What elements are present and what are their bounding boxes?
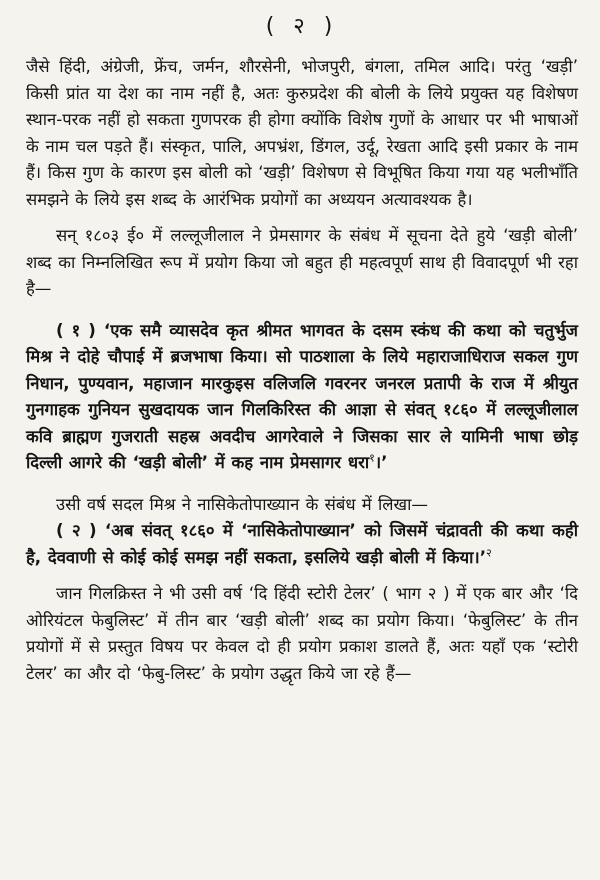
footnote-marker-1: १ [369,451,375,465]
paragraph-sadal-mishra: उसी वर्ष सदल मिश्र ने नासिकेतोपाख्यान के संबंध में लिखा— [56,494,429,514]
footnote-marker-2: २ [486,545,492,559]
quote-1-text: ( १ ) ‘एक समै व्यासदेव कृत श्रीमत भागवत के दसम स्कंध की कथा को चतुर्भुज मिश्र ने दोहे चौपाई में ब्रजभाषा किया। सो पाठशाला के लिये महाराजाधिराज सकल गुण निधान, पुण्यवान, महाजान मारकुइस वलिजलि गवरनर जनरल प्रतापी के राज में श्रीयुत गुनगाहक गुनियन सुखदायक जान गिलकिरिस्त की आज्ञा से संवत् १८६० में लल्लूजीलाल कवि ब्राह्मण गुजराती सहस्र अवदीच आगरेवाले ने जिसका सार ले यामिनी भाषा छोड़ दिल्ली आगरे की ‘खड़ी बोली’ में कह नाम प्रेमसागर धरा [26,320,578,472]
paragraph-intro: जैसे हिंदी, अंग्रेजी, फ्रेंच, जर्मन, शौरसेनी, भोजपुरी, बंगला, तमिल आदि। परंतु ‘खड़ी’ किसी प्रांत या देश का नाम नहीं है, अतः कुरुप्रदेश की बोली के लिये प्रयुक्त यह विशेषण स्थान-परक नहीं हो सकता गुणपरक ही होगा क्योंकि विशेष गुणों के आधार पर भी भाषाओं के नाम चल पड़ते हैं। संस्कृत, पालि, अपभ्रंश, डिंगल, उर्दू, रेखता आदि इसी प्रकार के नाम हैं। किस गुण के कारण इस बोली को ‘खड़ी’ विशेषण से विभूषित किया गया यह भलीभाँति समझने के लिये इस शब्द के आरंभिक प्रयोगों का अध्ययन अत्यावश्यक है। [26,57,578,209]
paragraph-gilchrist: जान गिलक्रिस्त ने भी उसी वर्ष ‘दि हिंदी स्टोरी टेलर’ ( भाग २ ) में एक बार और ‘दि ओरियंटल फेबुलिस्ट’ में तीन बार ‘खड़ी बोली’ शब्द का प्रयोग किया। ‘फेबुलिस्ट’ के तीन प्रयोगों में से प्रस्तुत विषय पर केवल दो ही प्रयोग प्रकाश डालते हैं, अतः यहाँ एक ‘स्टोरी टेलर’ का और दो ‘फेबु-लिस्ट’ के प्रयोग उद्धृत किये जा रहे हैं— [26,584,578,683]
quote-2 [26,518,578,571]
quote-1 [26,318,578,477]
paragraph-premsagar-context: सन् १८०३ ई० में लल्लूजीलाल ने प्रेमसागर के संबंध में सूचना देते हुये ‘खड़ी बोली’ शब्द का निम्नलिखित रूप में प्रयोग किया जो बहुत ही महत्वपूर्ण साथ ही विवादपूर्ण भी रहा है— [26,226,578,298]
quote-2-text: ( २ ) ‘अब संवत् १८६० में ‘नासिकेतोपाख्यान’ को जिसमें चंद्रावती की कथा कही है, देववाणी से कोई कोई समझ नहीं सकता, इसलिये खड़ी बोली में किया।’ [26,521,578,567]
quote-1-closing: ।’ [374,453,388,472]
page-number: ( २ ) [265,14,339,39]
